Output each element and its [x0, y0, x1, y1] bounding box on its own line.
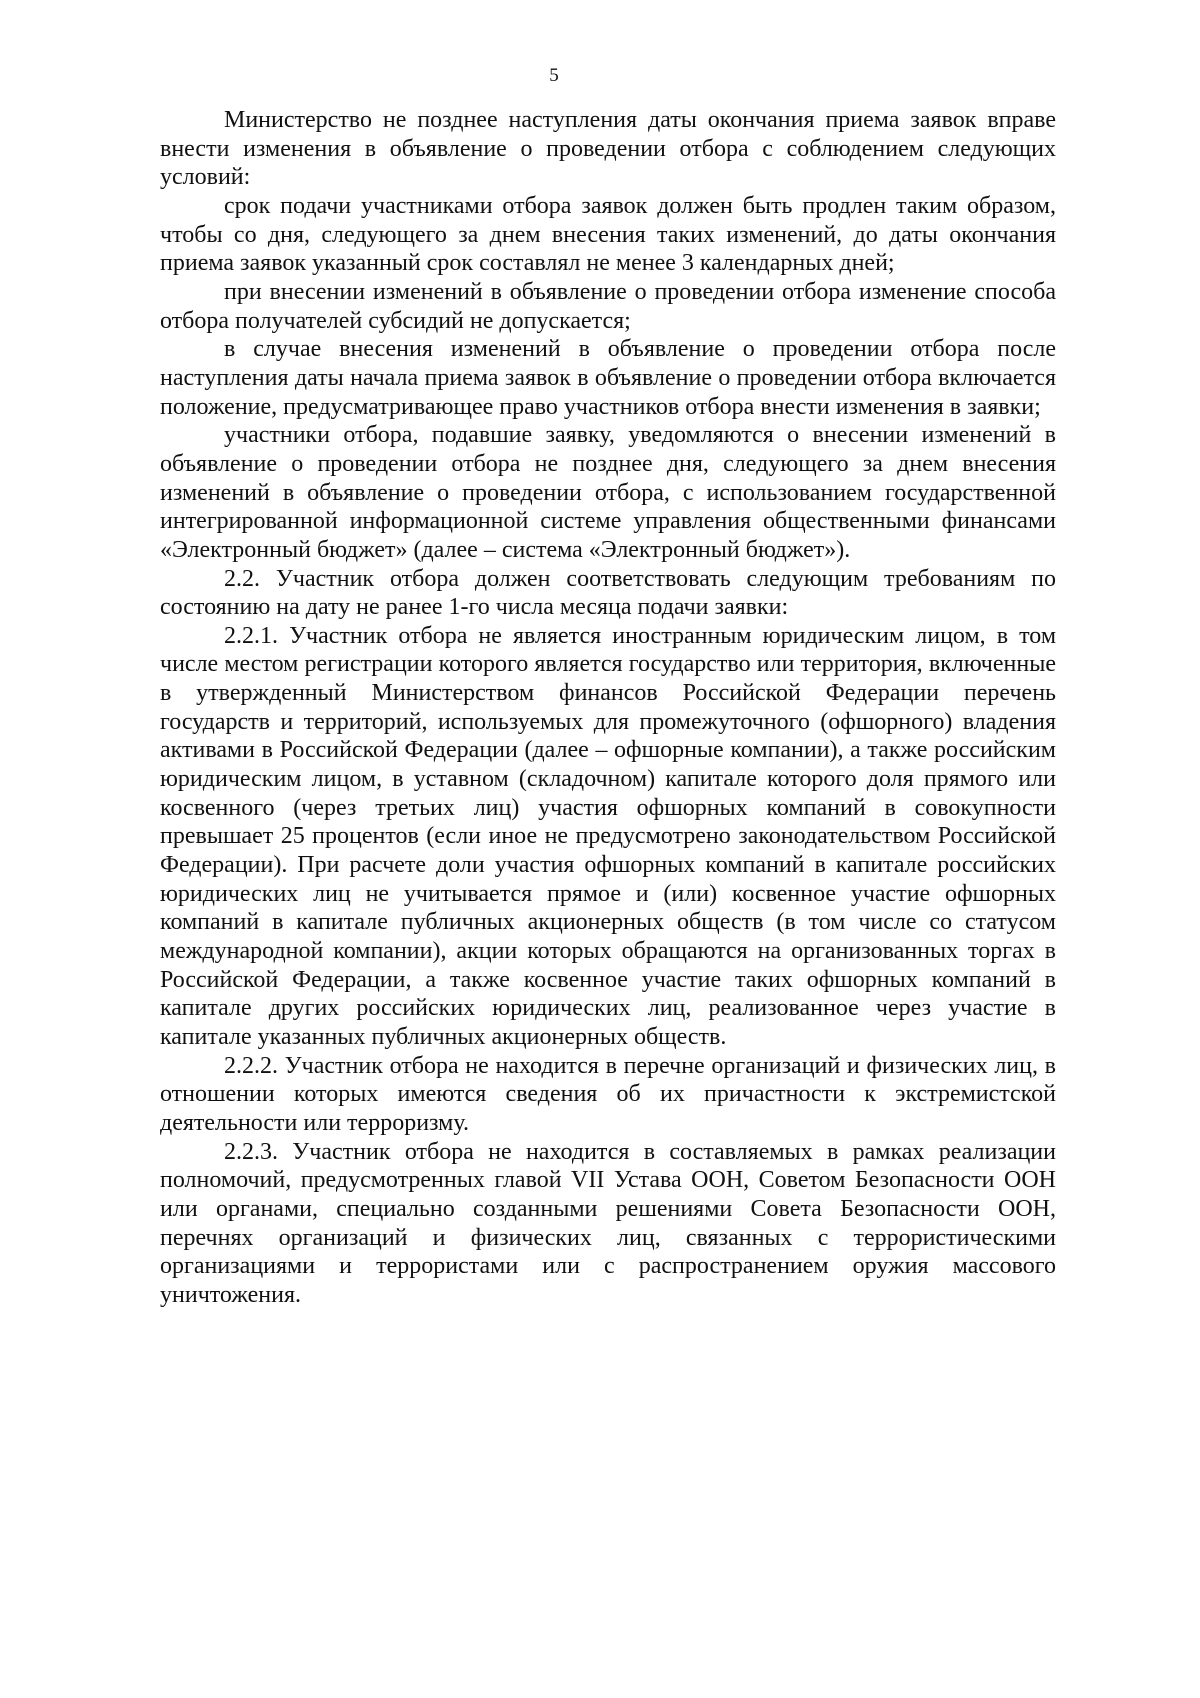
paragraph-2-2: 2.2. Участник отбора должен соответствовать следующим требованиям по состоянию на дату не ранее 1-го числа месяца подачи заявки: [160, 565, 1056, 621]
page-number: 5 [549, 65, 559, 86]
paragraph-selection-method: при внесении изменений в объявление о проведении отбора изменение способа отбора получателей субсидий не допускается; [160, 278, 1056, 334]
paragraph-2-2-1: 2.2.1. Участник отбора не является иностранным юридическим лицом, в том числе местом регистрации которого является государство или территория, включенные в утвержденный Министерством финансов Российской Федерации перечень государств и территорий, используемых для промежуточного (офшорного) владения активами в Российской Федерации (далее – офшорные компании), а также российским юридическим лицом, в уставном (складочном) капитале которого доля прямого или косвенного (через третьих лиц) участия офшорных компаний в совокупности превышает 25 процентов (если иное не предусмотрено законодательством Российской Федерации). При расчете доли участия офшорных компаний в капитале российских юридических лиц не учитывается прямое и (или) косвенное участие офшорных компаний в капитале публичных акционерных обществ (в том числе со статусом международной компании), акции которых обращаются на организованных торгах в Российской Федерации, а также косвенное участие таких офшорных компаний в капитале других российских юридических лиц, реализованное через участие в капитале указанных публичных акционерных обществ. [160, 622, 1056, 1050]
paragraph-participant-notification: участники отбора, подавшие заявку, уведомляются о внесении изменений в объявление о проведении отбора не позднее дня, следующего за днем внесения изменений в объявление о проведении отбора, с использованием государственной интегрированной информационной системе управления общественными финансами «Электронный бюджет» (далее – система «Электронный бюджет»). [160, 422, 1056, 563]
paragraph-2-2-2: 2.2.2. Участник отбора не находится в перечне организаций и физических лиц, в отношении которых имеются сведения об их причастности к экстремистской деятельности или терроризму. [160, 1052, 1056, 1136]
paragraph-amendment-rules-intro: Министерство не позднее наступления даты окончания приема заявок вправе внести изменения в объявление о проведении отбора с соблюдением следующих условий: [160, 107, 1056, 191]
document-body [160, 106, 1056, 1310]
paragraph-application-changes: в случае внесения изменений в объявление о проведении отбора после наступления даты начала приема заявок в объявление о проведении отбора включается положение, предусматривающее право участников отбора внести изменения в заявки; [160, 336, 1056, 420]
paragraph-2-2-3: 2.2.3. Участник отбора не находится в составляемых в рамках реализации полномочий, предусмотренных главой VII Устава ООН, Советом Безопасности ООН или органами, специально созданными решениями Совета Безопасности ООН, перечнях организаций и физических лиц, связанных с террористическими организациями и террористами или с распространением оружия массового уничтожения. [160, 1138, 1056, 1308]
paragraph-deadline-extension: срок подачи участниками отбора заявок должен быть продлен таким образом, чтобы со дня, следующего за днем внесения таких изменений, до даты окончания приема заявок указанный срок составлял не менее 3 календарных дней; [160, 192, 1056, 277]
